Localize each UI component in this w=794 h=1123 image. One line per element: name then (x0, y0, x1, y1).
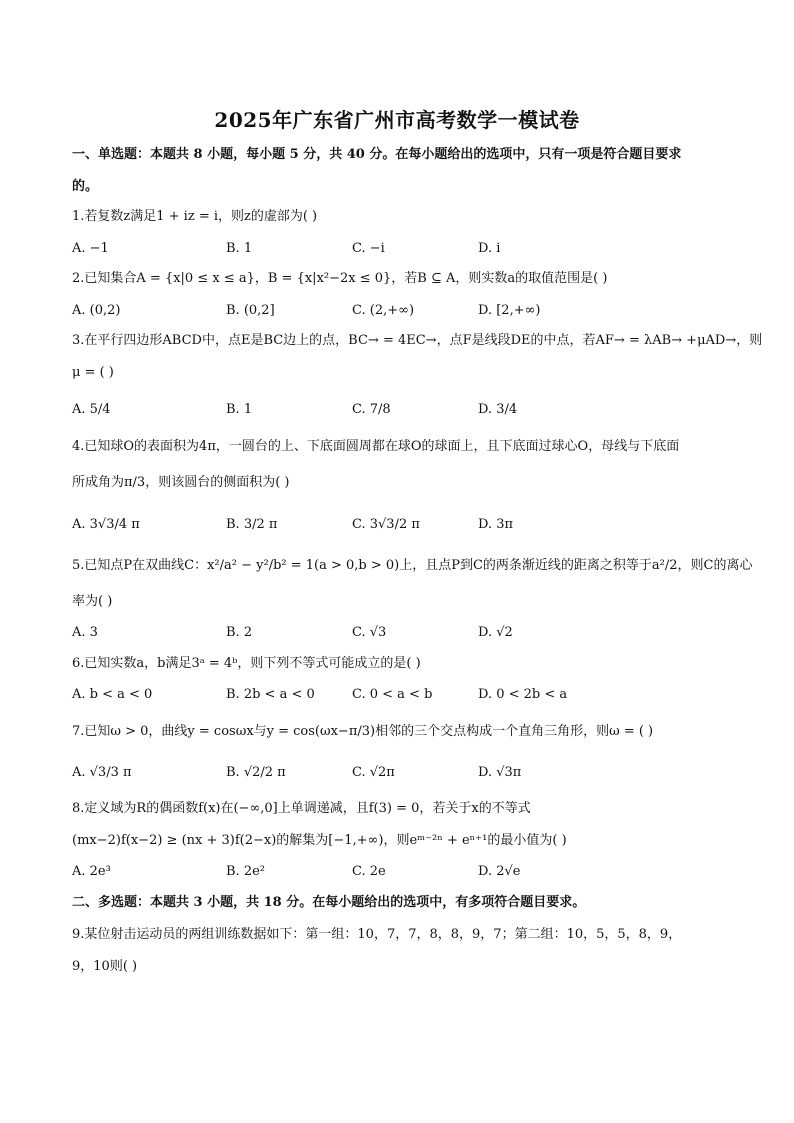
section1-header: 一、单选题：本题共 8 小题，每小题 5 分，共 40 分。在每小题给出的选项中，只有一项是符合题目要求 (72, 147, 682, 162)
q4-stem-cont: 所成角为π/3，则该圆台的侧面积为( ) (72, 475, 290, 490)
q7-option-d: D. √3π (478, 765, 522, 780)
q5-option-b: B. 2 (226, 625, 253, 640)
section1-header-cont: 的。 (72, 179, 99, 194)
q3-option-b: B. 1 (226, 402, 253, 417)
q8-option-d: D. 2√e (478, 864, 521, 879)
q4-stem: 4.已知球O的表面积为4π，一圆台的上、下底面圆周都在球O的球面上，且下底面过球心O，母线与下底面 (72, 439, 680, 454)
q7-option-a: A. √3/3 π (72, 765, 132, 780)
q3-option-d: D. 3/4 (478, 402, 518, 417)
q6-stem: 6.已知实数a，b满足3ᵃ = 4ᵇ，则下列不等式可能成立的是( ) (72, 656, 421, 671)
exam-title: 2025年广东省广州市高考数学一模试卷 (214, 108, 580, 132)
q3-option-c: C. 7/8 (352, 402, 391, 417)
q7-option-b: B. √2/2 π (226, 765, 286, 780)
q7-stem: 7.已知ω > 0，曲线y = cosωx与y = cos(ωx−π/3)相邻的三个交点构成一个直角三角形，则ω = ( ) (72, 724, 654, 739)
q2-stem: 2.已知集合A = {x|0 ≤ x ≤ a}，B = {x|x²−2x ≤ 0}，若B ⊆ A，则实数a的取值范围是( ) (72, 271, 608, 286)
q1-stem: 1.若复数z满足1 + iz = i，则z的虚部为( ) (72, 209, 318, 224)
q1-option-d: D. i (478, 241, 501, 256)
q7-option-c: C. √2π (352, 765, 395, 780)
q2-option-b: B. (0,2] (226, 303, 275, 318)
q1-option-c: C. −i (352, 241, 385, 256)
q3-option-a: A. 5/4 (72, 402, 111, 417)
q6-option-a: A. b < a < 0 (72, 687, 153, 702)
q5-option-d: D. √2 (478, 625, 513, 640)
q5-stem-cont: 率为( ) (72, 594, 113, 609)
q4-option-b: B. 3/2 π (226, 517, 278, 532)
q8-option-a: A. 2e³ (72, 864, 111, 879)
q5-stem: 5.已知点P在双曲线C：x²/a² − y²/b² = 1(a > 0,b > 0)上，且点P到C的两条渐近线的距离之积等于a²/2，则C的离心 (72, 558, 753, 573)
q4-option-a: A. 3√3/4 π (72, 517, 140, 532)
q6-option-b: B. 2b < a < 0 (226, 687, 315, 702)
q4-option-d: D. 3π (478, 517, 514, 532)
q9-stem-cont: 9，10则( ) (72, 959, 138, 974)
q4-option-c: C. 3√3/2 π (352, 517, 420, 532)
q2-option-d: D. [2,+∞) (478, 303, 541, 318)
q2-option-a: A. (0,2) (72, 303, 121, 318)
q3-stem: 3.在平行四边形ABCD中，点E是BC边上的点，BC→ = 4EC→，点F是线段DE的中点，若AF→ = λAB→ +μAD→，则 (72, 333, 763, 348)
q2-option-c: C. (2,+∞) (352, 303, 415, 318)
q1-option-a: A. −1 (72, 241, 109, 256)
q6-option-c: C. 0 < a < b (352, 687, 433, 702)
q8-option-b: B. 2e² (226, 864, 265, 879)
q8-stem: 8.定义域为R的偶函数f(x)在(−∞,0]上单调递减，且f(3) = 0，若关于x的不等式 (72, 801, 531, 816)
q3-stem-cont: μ = ( ) (72, 365, 114, 380)
q5-option-c: C. √3 (352, 625, 387, 640)
q8-option-c: C. 2e (352, 864, 386, 879)
q5-option-a: A. 3 (72, 625, 98, 640)
q9-stem: 9.某位射击运动员的两组训练数据如下：第一组：10，7，7，8，8，9，7；第二组：10，5，5，8，9， (72, 927, 682, 942)
q1-option-b: B. 1 (226, 241, 253, 256)
section2-header: 二、多选题：本题共 3 小题，共 18 分。在每小题给出的选项中，有多项符合题目要求。 (72, 895, 586, 910)
q6-option-d: D. 0 < 2b < a (478, 687, 568, 702)
q8-stem-cont: (mx−2)f(x−2) ≥ (nx + 3)f(2−x)的解集为[−1,+∞)，则eᵐ⁻²ⁿ + eⁿ⁺¹的最小值为( ) (72, 833, 567, 848)
